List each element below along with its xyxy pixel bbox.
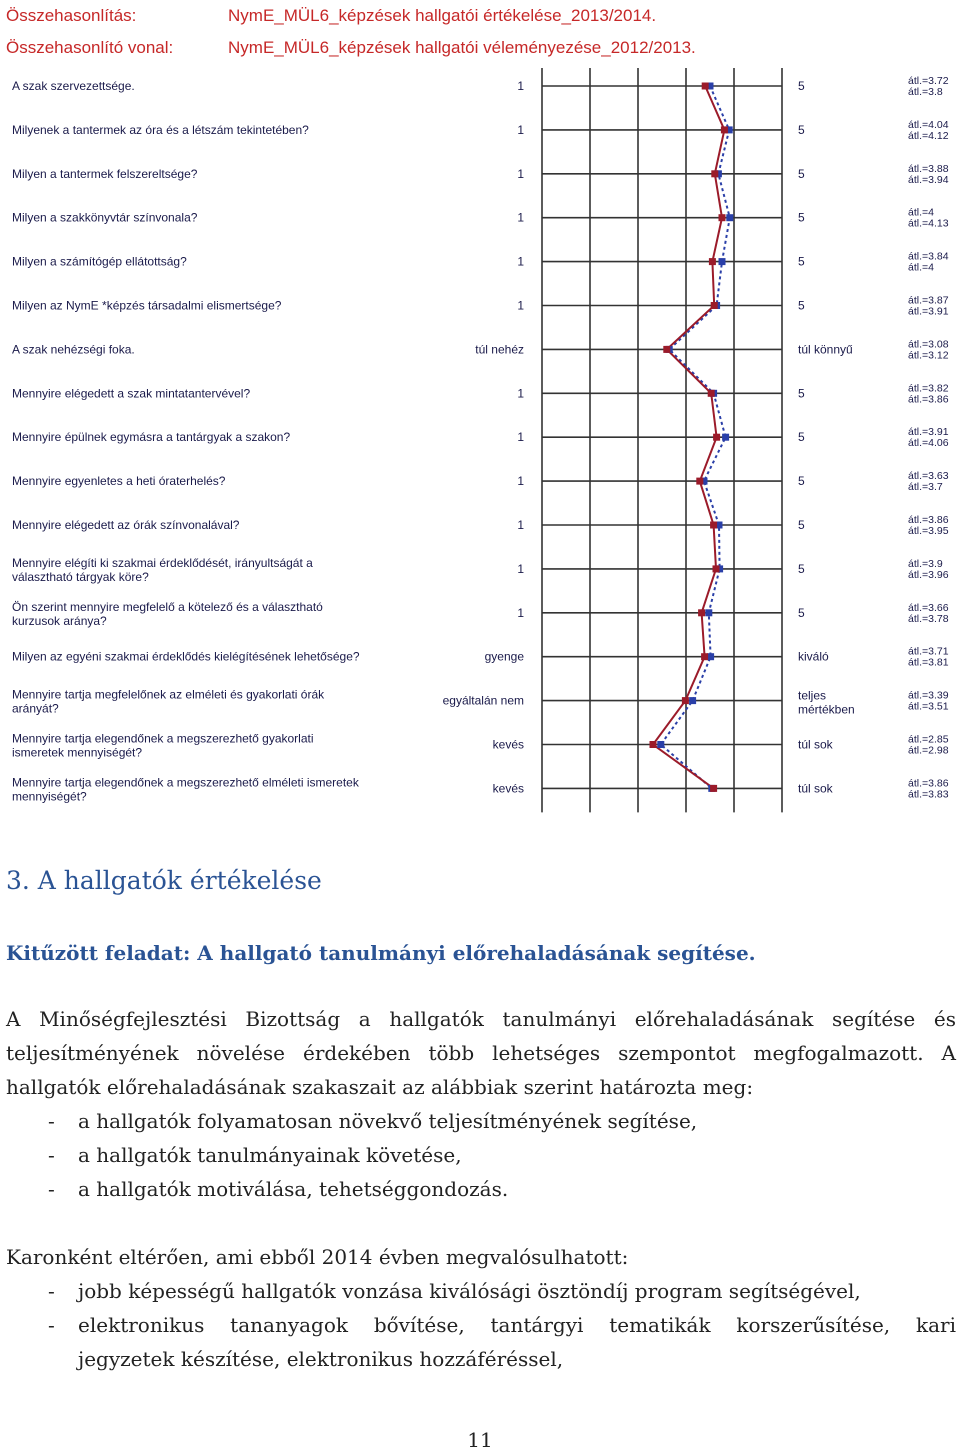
scale-left-label: 1 — [517, 561, 524, 576]
scale-right-label: túl könnyű — [798, 342, 853, 357]
scale-right-label: mértékben — [798, 702, 855, 717]
question-label: A szak szervezettsége. — [12, 79, 135, 93]
data-point-current — [702, 83, 709, 90]
average-current-label: átl.=3.08 — [908, 338, 949, 351]
average-current-label: átl.=4 — [908, 206, 934, 219]
scale-right-label: túl sok — [798, 737, 833, 752]
average-compare-label: átl.=4 — [908, 261, 934, 274]
data-point-current — [696, 478, 703, 485]
scale-right-label: 5 — [798, 561, 805, 576]
scale-right-label: teljes — [798, 688, 827, 703]
question-label: Mennyire elégíti ki szakmai érdeklődését, irányultságát a — [12, 555, 313, 570]
average-current-label: átl.=3.82 — [908, 382, 949, 395]
scale-right-label: 5 — [798, 122, 805, 137]
average-current-label: átl.=3.9 — [908, 557, 943, 570]
list-item-text: jobb képességű hallgatók vonzása kiválósági ösztöndíj program segítségével, — [78, 1279, 861, 1303]
list-item — [6, 1274, 956, 1308]
list-item — [6, 1342, 956, 1376]
comparison-line-value: NymE_MÜL6_képzések hallgatói véleményezése_2012/2013. — [228, 38, 696, 57]
average-compare-label: átl.=2.98 — [908, 744, 949, 757]
average-current-label: átl.=3.86 — [908, 777, 949, 790]
question-label: választható tárgyak köre? — [12, 569, 149, 584]
average-compare-label: átl.=3.95 — [908, 525, 949, 537]
average-compare-label: átl.=3.81 — [908, 656, 949, 669]
list-dash: - — [48, 1143, 55, 1167]
scale-left-label: gyenge — [484, 649, 524, 664]
section-title: 3. A hallgatók értékelése — [6, 866, 322, 895]
list-dash: - — [48, 1279, 55, 1303]
average-compare-label: átl.=3.86 — [908, 393, 949, 406]
data-point-current — [711, 302, 718, 309]
question-label: Mennyire tartja elegendőnek a megszerezhető elméleti ismeretek — [12, 775, 359, 790]
average-current-label: átl.=3.66 — [908, 601, 949, 614]
data-point-current — [713, 434, 720, 441]
comparison-header — [6, 0, 956, 64]
average-current-label: átl.=3.63 — [908, 470, 949, 483]
average-compare-label: átl.=3.8 — [908, 86, 943, 98]
list-dash: - — [48, 1109, 55, 1133]
data-point-current — [719, 214, 726, 221]
data-point-current — [713, 565, 720, 572]
paragraph-line: teljesítményének növelése érdekében több lehetséges szempontot megfogalmazott. A — [6, 1041, 956, 1065]
question-label: Ön szerint mennyire megfelelő a kötelező és a választható — [12, 599, 323, 614]
scale-right-label: 5 — [798, 298, 805, 313]
question-label: Mennyire tartja megfelelőnek az elméleti és gyakorlati órák — [12, 687, 325, 702]
data-point-compare — [689, 697, 696, 704]
question-label: Milyen a tantermek felszereltsége? — [12, 166, 198, 181]
data-point-current — [711, 170, 718, 177]
paragraph-line: hallgatók előrehaladásának szakaszait az alábbiak szerint határozta meg: — [6, 1075, 754, 1099]
scale-left-label: 1 — [517, 386, 524, 401]
average-compare-label: átl.=3.91 — [908, 305, 949, 318]
scale-right-label: 5 — [798, 254, 805, 269]
list-item-text: elektronikus tananyagok bővítése, tantárgyi tematikák korszerűsítése, kari — [78, 1313, 956, 1337]
average-compare-label: átl.=3.78 — [908, 612, 949, 625]
list-dash: - — [48, 1313, 55, 1337]
question-label: Milyen a szakkönyvtár színvonala? — [12, 210, 198, 225]
list-item — [6, 1138, 956, 1172]
average-current-label: átl.=3.84 — [908, 250, 949, 263]
comparison-value: NymE_MÜL6_képzések hallgatói értékelése_2013/2014. — [228, 6, 657, 25]
question-label: Mennyire elégedett az órák színvonalával? — [12, 518, 240, 532]
data-point-current — [682, 697, 689, 704]
comparison-line-label: Összehasonlító vonal: — [6, 38, 174, 57]
scale-left-label: túl nehéz — [475, 342, 524, 357]
question-label: kurzusok aránya? — [12, 613, 107, 628]
profile-chart-svg — [0, 66, 960, 822]
question-label: Milyen az NymE *képzés társadalmi elismertsége? — [12, 298, 282, 313]
data-point-compare — [722, 434, 729, 441]
average-current-label: átl.=4.04 — [908, 118, 949, 131]
task-statement: Kitűzött feladat: A hallgató tanulmányi előrehaladásának segítése. — [6, 941, 756, 965]
average-current-label: átl.=3.72 — [908, 75, 949, 87]
data-point-current — [663, 346, 670, 353]
scale-right-label: 5 — [798, 605, 805, 620]
scale-left-label: 1 — [517, 122, 524, 137]
comparison-row — [6, 0, 956, 32]
scale-right-label: 5 — [798, 474, 805, 489]
list-item — [6, 1104, 956, 1138]
page-number: 11 — [467, 1428, 493, 1452]
scale-left-label: 1 — [517, 79, 524, 93]
data-point-compare — [705, 609, 712, 616]
paragraph-line: A Minőségfejlesztési Bizottság a hallgatók tanulmányi előrehaladásának segítése és — [6, 1007, 956, 1031]
data-point-compare — [707, 653, 714, 660]
average-compare-label: átl.=4.12 — [908, 129, 949, 142]
question-label: Milyen az egyéni szakmai érdeklődés kielégítésének lehetősége? — [12, 649, 360, 664]
list-item-text: a hallgatók tanulmányainak követése, — [78, 1143, 462, 1167]
list-dash — [6, 1342, 78, 1376]
question-label: Mennyire elégedett a szak mintatantervével? — [12, 386, 251, 401]
data-point-compare — [726, 214, 733, 221]
average-compare-label: átl.=3.7 — [908, 481, 943, 494]
scale-right-label: 5 — [798, 79, 805, 93]
goals-list — [6, 1104, 956, 1206]
scale-left-label: 1 — [517, 474, 524, 489]
scale-left-label: kevés — [492, 781, 524, 796]
data-point-current — [650, 741, 657, 748]
scale-left-label: kevés — [492, 737, 524, 752]
data-point-current — [721, 126, 728, 133]
list-item-text: a hallgatók folyamatosan növekvő teljesítményének segítése, — [78, 1109, 698, 1133]
average-current-label: átl.=3.91 — [908, 426, 949, 439]
profile-chart — [0, 66, 960, 822]
question-label: ismeretek mennyiségét? — [12, 745, 143, 760]
average-current-label: átl.=3.39 — [908, 689, 949, 702]
paragraph-line: Karonként eltérően, ami ebből 2014 évben megvalósulhatott: — [6, 1245, 629, 1269]
question-label: Mennyire tartja elegendőnek a megszerezhető gyakorlati — [12, 731, 314, 746]
question-label: A szak nehézségi foka. — [12, 342, 135, 357]
list-item — [6, 1172, 956, 1206]
question-label: Mennyire épülnek egymásra a tantárgyak a szakon? — [12, 430, 291, 445]
average-current-label: átl.=3.87 — [908, 294, 949, 307]
data-point-current — [708, 390, 715, 397]
scale-left-label: 1 — [517, 298, 524, 313]
achievements-list — [6, 1274, 956, 1376]
question-label: Milyen a számítógép ellátottság? — [12, 254, 187, 269]
comparison-line-row — [6, 32, 956, 64]
average-compare-label: átl.=4.06 — [908, 437, 949, 450]
scale-left-label: 1 — [517, 430, 524, 445]
scale-left-label: 1 — [517, 605, 524, 620]
average-compare-label: átl.=3.94 — [908, 173, 949, 186]
average-compare-label: átl.=3.51 — [908, 700, 949, 713]
average-compare-label: átl.=3.83 — [908, 788, 949, 801]
comparison-label: Összehasonlítás: — [6, 6, 137, 25]
data-point-current — [710, 785, 717, 792]
average-current-label: átl.=3.71 — [908, 645, 949, 658]
scale-right-label: 5 — [798, 386, 805, 401]
scale-right-label: túl sok — [798, 781, 833, 796]
scale-left-label: 1 — [517, 518, 524, 532]
question-label: Mennyire egyenletes a heti óraterhelés? — [12, 474, 226, 489]
list-dash: - — [48, 1177, 55, 1201]
average-current-label: átl.=3.88 — [908, 162, 949, 175]
list-item-text: jegyzetek készítése, elektronikus hozzáféréssel, — [78, 1347, 564, 1371]
scale-right-label: 5 — [798, 166, 805, 181]
average-compare-label: átl.=3.96 — [908, 568, 949, 581]
data-point-current — [698, 609, 705, 616]
scale-right-label: 5 — [798, 210, 805, 225]
question-label: arányát? — [12, 701, 59, 716]
scale-left-label: 1 — [517, 210, 524, 225]
scale-right-label: 5 — [798, 430, 805, 445]
average-compare-label: átl.=4.13 — [908, 217, 949, 230]
scale-left-label: 1 — [517, 254, 524, 269]
scale-left-label: 1 — [517, 166, 524, 181]
scale-right-label: 5 — [798, 518, 805, 532]
average-current-label: átl.=2.85 — [908, 733, 949, 746]
data-point-current — [710, 522, 717, 529]
question-label: Milyenek a tantermek az óra és a létszám tekintetében? — [12, 122, 309, 137]
data-point-compare — [657, 741, 664, 748]
question-label: mennyiségét? — [12, 789, 87, 804]
list-item-text: a hallgatók motiválása, tehetséggondozás. — [78, 1177, 509, 1201]
average-current-label: átl.=3.86 — [908, 514, 949, 526]
list-item — [6, 1308, 956, 1342]
average-compare-label: átl.=3.12 — [908, 349, 949, 362]
data-point-compare — [719, 258, 726, 265]
scale-right-label: kiváló — [798, 649, 829, 664]
data-point-current — [709, 258, 716, 265]
data-point-current — [701, 653, 708, 660]
scale-left-label: egyáltalán nem — [442, 693, 524, 708]
